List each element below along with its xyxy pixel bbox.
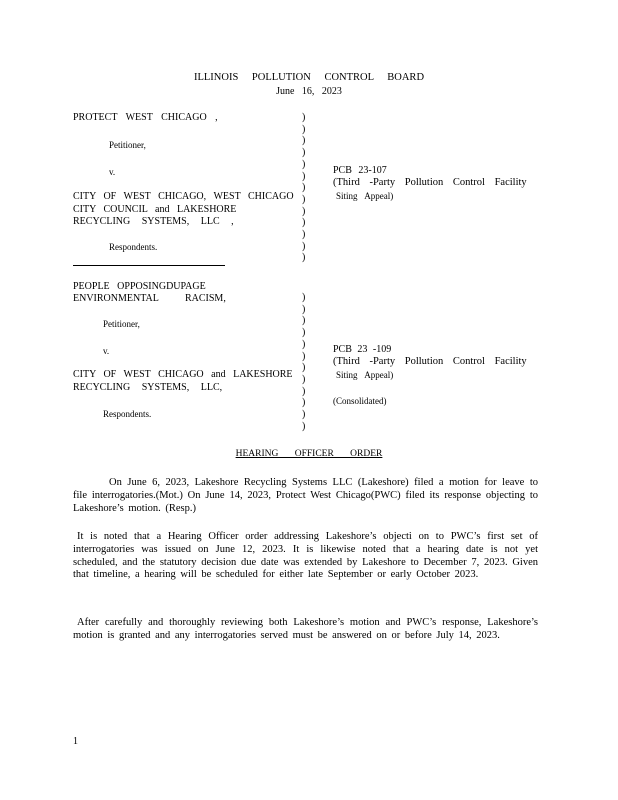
case2-respondent-line1: CITY OF WEST CHICAGO and LAKESHORE: [73, 369, 293, 380]
case2-parenthesis-column: ) ) ) ) ) ) ) ) ) ) ) ): [302, 292, 306, 432]
order-paragraph-3: After carefully and thoroughly reviewing both Lakeshore’s motion and PWC’s response, Lakeshore’s motion is granted and any interrogatories served must be answered on or before July 14, 2023.: [73, 617, 538, 641]
case1-respondent-line1: CITY OF WEST CHICAGO, WEST CHICAGO: [73, 191, 294, 202]
case1-versus: v.: [109, 167, 116, 177]
order-title: HEARING OFFICER ORDER: [235, 449, 383, 459]
caption-divider: [73, 265, 225, 266]
document-date: June 16, 2023: [276, 86, 342, 97]
case2-respondent-line2: RECYCLING SYSTEMS, LLC,: [73, 382, 223, 393]
case1-description-line1: (Third -Party Pollution Control Facility: [333, 177, 527, 188]
case1-petitioner-label: Petitioner,: [109, 140, 146, 150]
case2-respondents-label: Respondents.: [103, 409, 152, 419]
case1-petitioner-name: PROTECT WEST CHICAGO ,: [73, 112, 218, 123]
case1-pcb-number: PCB 23-107: [333, 165, 387, 176]
order-paragraph-1: On June 6, 2023, Lakeshore Recycling Systems LLC (Lakeshore) filed a motion for leave to file interrogatories.(Mot.) On June 14, 2023, Protect West Chicago(PWC) filed its response objecting to Lakeshore’s motion. (Resp.): [73, 477, 538, 514]
case2-versus: v.: [103, 346, 110, 356]
board-name: ILLINOIS POLLUTION CONTROL BOARD: [193, 72, 425, 83]
case2-petitioner-line1: PEOPLE OPPOSINGDUPAGE: [73, 281, 206, 292]
case1-respondent-line3: RECYCLING SYSTEMS, LLC ,: [73, 216, 234, 227]
case2-petitioner-label: Petitioner,: [103, 319, 140, 329]
case2-description-line1: (Third -Party Pollution Control Facility: [333, 356, 527, 367]
case1-respondent-line2: CITY COUNCIL and LAKESHORE: [73, 204, 237, 215]
page-number: 1: [73, 736, 78, 747]
case1-parenthesis-column: ) ) ) ) ) ) ) ) ) ) ) ) ): [302, 112, 306, 264]
case2-pcb-number: PCB 23 -109: [333, 344, 392, 355]
case2-description-line2: Siting Appeal): [336, 370, 394, 380]
case1-respondents-label: Respondents.: [109, 242, 158, 252]
case1-description-line2: Siting Appeal): [336, 191, 394, 201]
case2-consolidated: (Consolidated): [333, 396, 387, 406]
order-paragraph-2: It is noted that a Hearing Officer order addressing Lakeshore’s objecti on to PWC’s first set of interrogatories was issued on June 12, 2023. It is likewise noted that a hearing date is not yet scheduled, and the statutory decision due date was extended by Lakeshore to December 7, 2023. Given that timeline, a hearing will be scheduled for either late September or early October 2023.: [73, 531, 538, 581]
case2-petitioner-line2: ENVIRONMENTAL RACISM,: [73, 293, 226, 304]
